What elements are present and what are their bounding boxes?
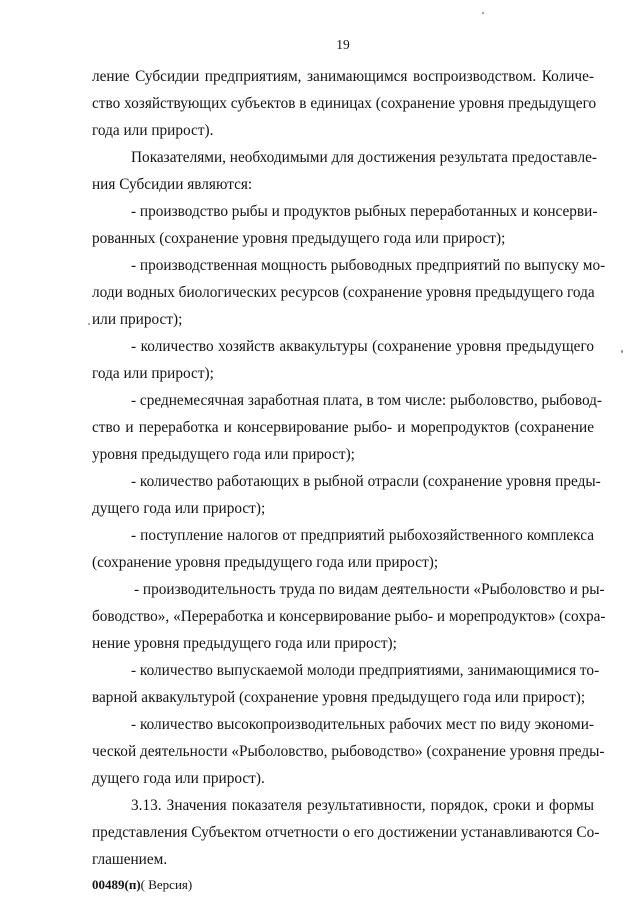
list-item-line: или прирост); [92, 311, 183, 328]
scan-speck [482, 12, 484, 14]
text-line: ство хозяйствующих субъектов в единицах (сохранение уровня предыдущего [92, 95, 597, 112]
section-line: 3.13. Значения показателя результативности, порядок, сроки и формы [131, 797, 594, 814]
scan-speck [88, 323, 90, 325]
list-item-line: - количество высокопроизводительных рабочих мест по виду экономи- [131, 716, 594, 733]
list-item-line: (сохранение уровня предыдущего года или прирост); [92, 554, 439, 571]
list-item-line: варной аквакультурой (сохранение уровня предыдущего года или прирост); [92, 689, 586, 706]
list-item-line: уровня предыдущего года или прирост); [92, 446, 355, 463]
document-footer [92, 877, 192, 893]
list-item-line: - производственная мощность рыбоводных предприятий по выпуску мо- [131, 257, 606, 274]
list-item-line: - производство рыбы и продуктов рыбных переработанных и консерви- [131, 203, 598, 220]
list-item-line: - производительность труда по видам деятельности «Рыболовство и ры- [134, 581, 605, 598]
list-item-line: ческой деятельности «Рыболовство, рыбоводство» (сохранение уровня преды- [92, 743, 605, 760]
list-item-line: - поступление налогов от предприятий рыбохозяйственного комплекса [131, 527, 594, 544]
scan-speck [621, 350, 623, 353]
list-item-line: нение уровня предыдущего года или прирост); [92, 635, 397, 652]
text-line: ния Субсидии являются: [92, 176, 253, 193]
list-item-line: дущего года или прирост). [92, 770, 265, 787]
list-item-line: - количество хозяйств аквакультуры (сохранение уровня предыдущего [131, 338, 594, 355]
list-item-line: - количество выпускаемой молоди предприятиями, занимающимися то- [131, 662, 600, 679]
section-line: глашением. [92, 851, 168, 868]
list-item-line: года или прирост); [92, 365, 214, 382]
list-item-line: ство и переработка и консервирование рыбо- и морепродуктов (сохранение [92, 419, 594, 436]
text-line: ление Субсидии предприятиям, занимающимся воспроизводством. Количе- [92, 68, 594, 85]
document-version: ( Версия) [140, 877, 193, 892]
text-line: Показателями, необходимыми для достижения результата предоставле- [131, 149, 597, 166]
text-line: года или прирост). [92, 122, 214, 139]
list-item-line: бoводство», «Переработка и консервирование рыбо- и морепродуктов» (сохра- [92, 608, 606, 625]
document-code: 00489(п) [92, 877, 141, 892]
page-number: 19 [336, 37, 350, 52]
list-item-line: лоди водных биологических ресурсов (сохранение уровня предыдущего года [92, 284, 595, 301]
list-item-line: - среднемесячная заработная плата, в том числе: рыболовство, рыбовод- [131, 392, 603, 409]
section-line: представления Субъектом отчетности о его достижении устанавливаются Со- [92, 824, 600, 841]
list-item-line: - количество работающих в рыбной отрасли (сохранение уровня преды- [131, 473, 601, 490]
list-item-line: дущего года или прирост); [92, 500, 266, 517]
list-item-line: рованных (сохранение уровня предыдущего года или прирост); [92, 230, 506, 247]
